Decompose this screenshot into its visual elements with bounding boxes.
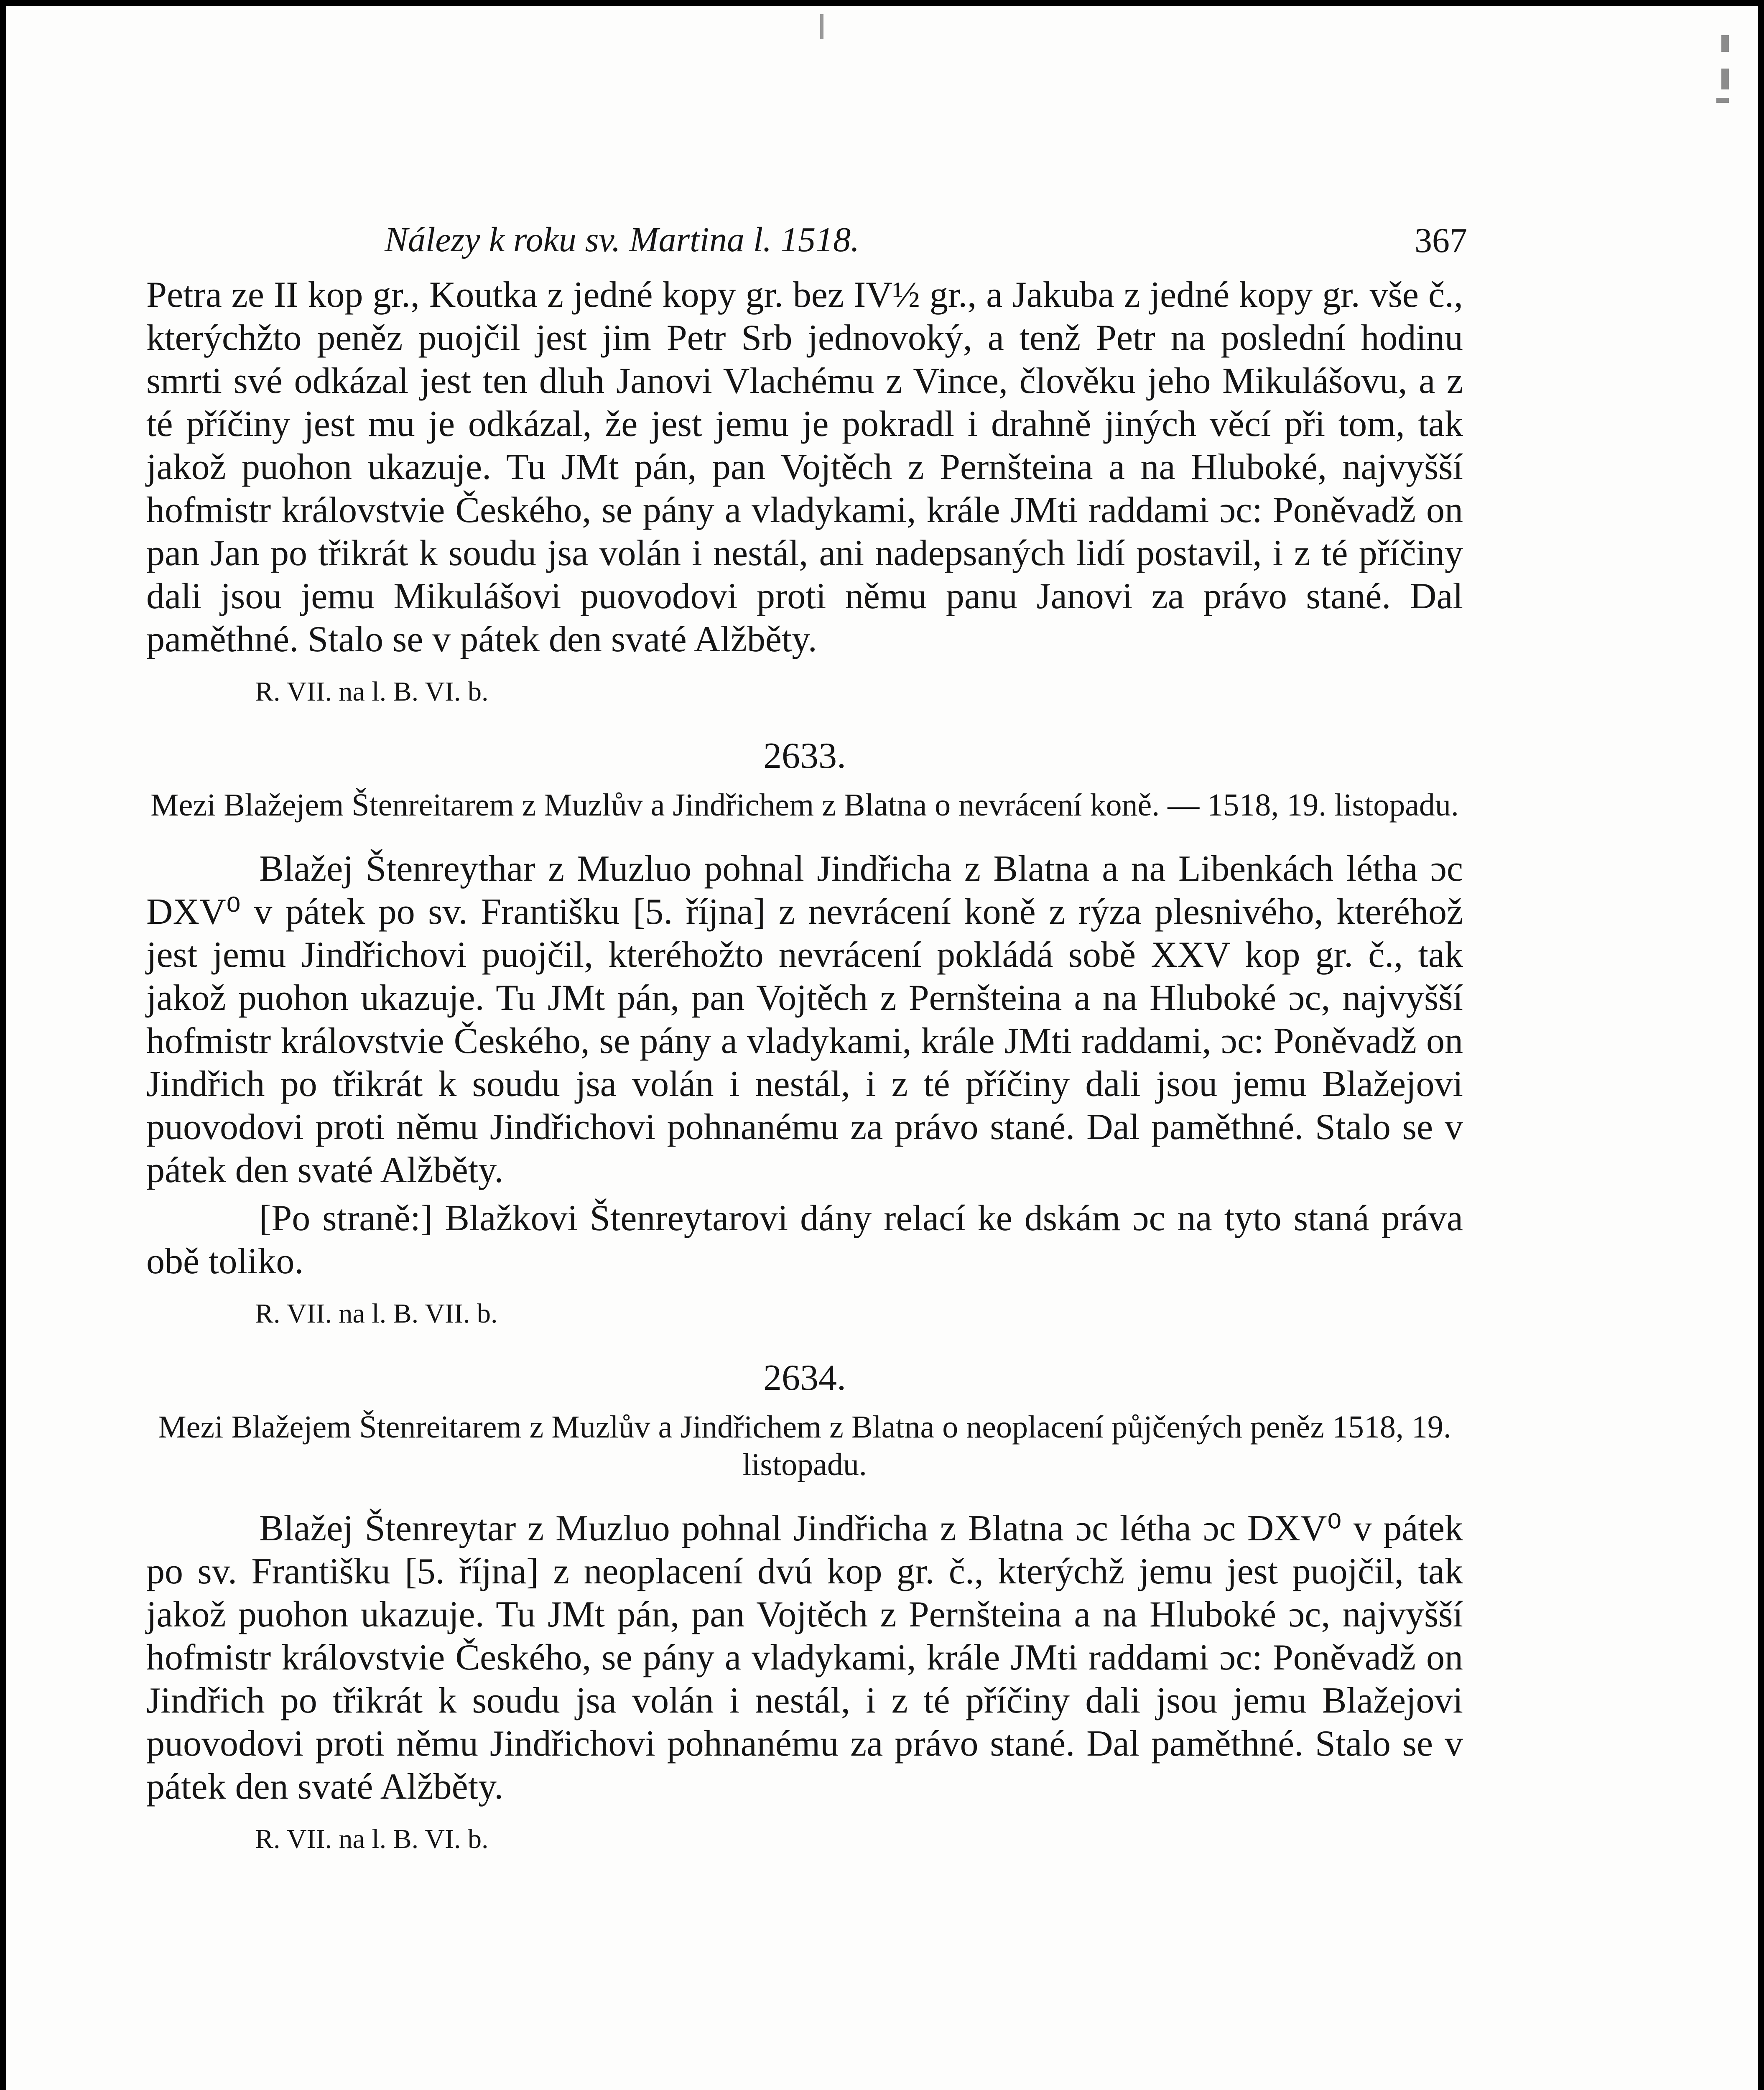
- entry-summary: Mezi Blažejem Štenreitarem z Muzlův a Jindřichem z Blatna o nevrácení koně. — 1518, 19. listopadu.: [150, 788, 1459, 823]
- entry-number: 2634.: [763, 1358, 846, 1398]
- continued-paragraph: Petra ze II kop gr., Koutka z jedné kopy gr. bez IV½ gr., a Jakuba z jedné kopy gr. vše č., kterýchžto peněz puojčil jest jim Petr Srb jednovoký, a tenž Petr na poslední hodinu smrti své odkázal jest ten dluh Janovi Vlachému z Vince, člověku jeho Mikulášovu, a z té příčiny jest mu je odkázal, že jest jemu je pokradl i drahně jiných věcí při tom, tak jakož puohon ukazuje. Tu JMt pán, pan Vojtěch z Pernšteina a na Hluboké, najvyšší hofmistr královstvie Českého, se pány a vladykami, krále JMti raddami ɔc: Poněvadž on pan Jan po třikrát k soudu jsa volán i nestál, ani nadepsaných lidí postavil, i z té příčiny dali jsou jemu Mikulášovi puovodovi proti němu panu Janovi za právo stané. Dal paměthné. Stalo se v pátek den svaté Alžběty.: [146, 275, 1463, 660]
- running-head: [146, 211, 1467, 273]
- margin-scan-artifact: [1620, 23, 1729, 110]
- archive-reference: R. VII. na l. B. VII. b.: [255, 1298, 498, 1329]
- archive-reference: R. VII. na l. B. VI. b.: [255, 676, 489, 707]
- entry-summary: Mezi Blažejem Štenreitarem z Muzlův a Jindřichem z Blatna o neoplacení půjčených peněz 1518, 19. listopadu.: [158, 1409, 1451, 1482]
- running-title: Nálezy k roku sv. Martina l. 1518.: [385, 220, 860, 259]
- scanned-page: [6, 6, 1758, 2090]
- page-text: [146, 211, 1467, 1856]
- archive-reference: R. VII. na l. B. VI. b.: [255, 1824, 489, 1854]
- side-note: [Po straně:] Blažkovi Štenreytarovi dány relací ke dskám ɔc na tyto staná práva obě toliko.: [146, 1198, 1463, 1282]
- entry-paragraph: Blažej Štenreytar z Muzluo pohnal Jindřicha z Blatna ɔc létha ɔc DXV⁰ v pátek po sv. Františku [5. října] z neoplacení dvú kop gr. č., kterýchž jemu jest puojčil, tak jakož puohon ukazuje. Tu JMt pán, pan Vojtěch z Pernšteina a na Hluboké ɔc, najvyšší hofmistr královstvie Českého, se pány a vladykami, krále JMti raddami ɔc: Poněvadž on Jindřich po třikrát k soudu jsa volán i nestál, i z té příčiny dali jsou jemu Blažejovi puovodovi proti němu Jindřichovi pohnanému za právo stané. Dal paměthné. Stalo se v pátek den svaté Alžběty.: [146, 1508, 1463, 1807]
- entry-paragraph: Blažej Štenreythar z Muzluo pohnal Jindřicha z Blatna a na Libenkách létha ɔc DXV⁰ v pátek po sv. Františku [5. října] z nevrácení koně z rýza plesnivého, kteréhož jest jemu Jindřichovi puojčil, kteréhožto nevrácení pokládá sobě XXV kop gr. č., tak jakož puohon ukazuje. Tu JMt pán, pan Vojtěch z Pernšteina a na Hluboké ɔc, najvyšší hofmistr královstvie Českého, se pány a vladykami, krále JMti raddami, ɔc: Poněvadž on Jindřich po třikrát k soudu jsa volán i nestál, i z té příčiny dali jsou jemu Blažejovi puovodovi proti němu Jindřichovi pohnanému za právo stané. Dal paměthné. Stalo se v pátek den svaté Alžběty.: [146, 849, 1463, 1190]
- entry-number: 2633.: [763, 736, 846, 776]
- page-number: 367: [1415, 221, 1467, 260]
- scan-artifact-mark: [820, 14, 823, 39]
